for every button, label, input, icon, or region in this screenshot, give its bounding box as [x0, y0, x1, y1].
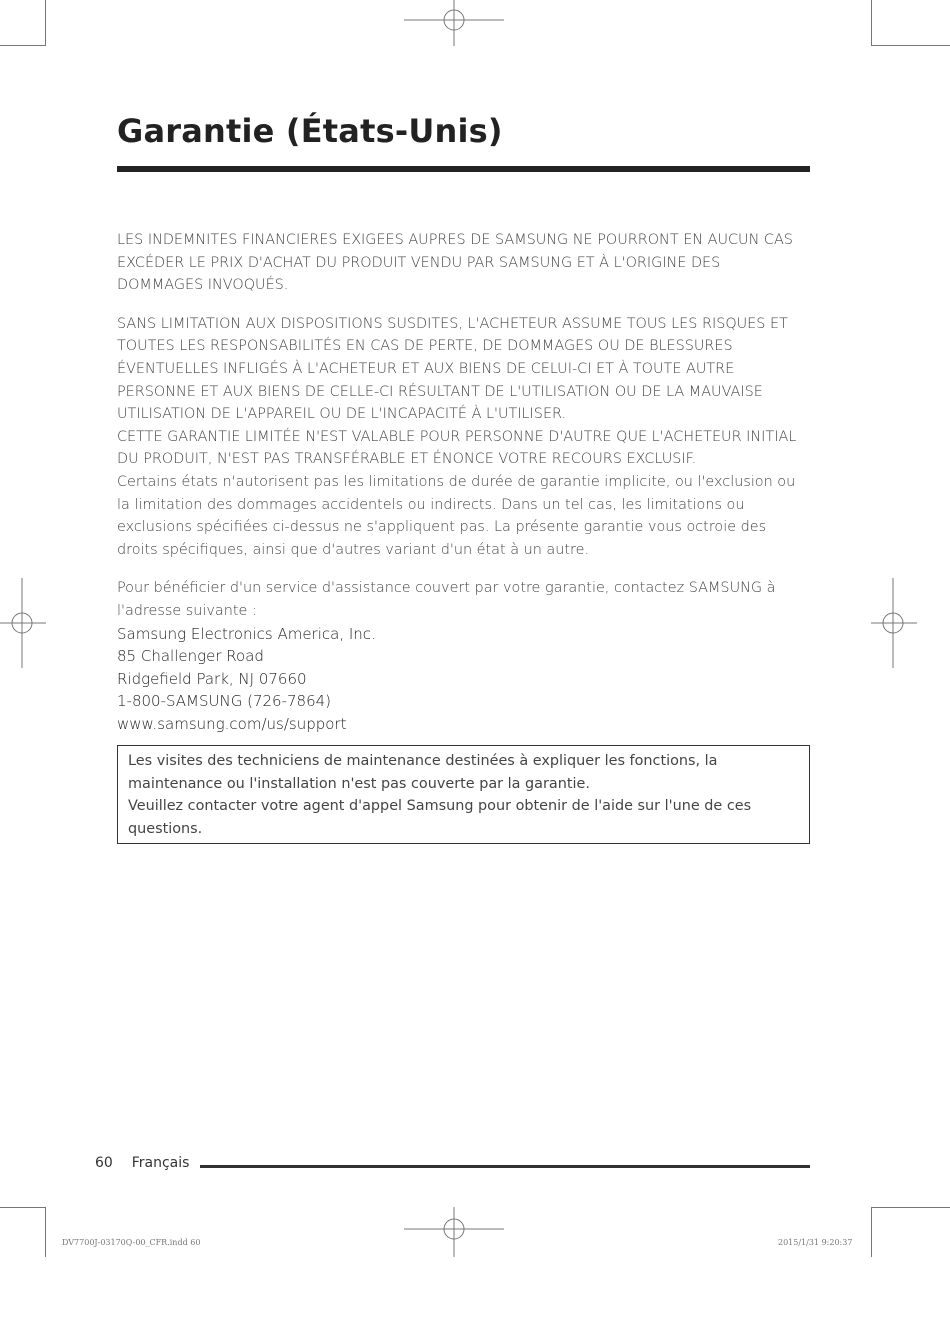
address-street: 85 Challenger Road — [117, 647, 264, 666]
title-rule — [117, 166, 810, 172]
warranty-content — [117, 229, 810, 735]
crop-mark-top-left-horizontal — [0, 45, 46, 46]
address-city: Ridgefield Park, NJ 07660 — [117, 669, 307, 688]
note-box — [117, 745, 810, 844]
footer-rule — [200, 1165, 810, 1168]
footer-language: Français — [131, 1155, 190, 1171]
paragraph-warranty-scope: CETTE GARANTIE LIMITÉE N'EST VALABLE POUR PERSONNE D'AUTRE QUE L'ACHETEUR INITIAL DU PRODUIT, N'EST PAS TRANSFÉRABLE ET ÉNONCE VOTRE RECOURS EXCLUSIF. — [117, 428, 797, 468]
note-line-maintenance: Les visites des techniciens de maintenance destinées à expliquer les fonctions, la maintenance ou l'installation n'est pas couverte par la garantie. — [128, 753, 718, 792]
slug-filename: DV7700J-03170Q-00_CFR.indd 60 — [62, 1238, 201, 1247]
paragraph-risk-assumption: SANS LIMITATION AUX DISPOSITIONS SUSDITES, L'ACHETEUR ASSUME TOUS LES RISQUES ET TOUTES LES RESPONSABILITÉS EN CAS DE PERTE, DE DOMMAGES OU DE BLESSURES ÉVENTUELLES INFLIGÉS À L'ACHETEUR ET AUX BIENS DE CELUI-CI ET À TOUTE AUTRE PERSONNE ET AUX BIENS DE CELLE-CI RÉSULTANT DE L'UTILISATION OU DE LA MAUVAISE UTILISATION DE L'APPAREIL OU DE L'INCAPACITÉ À L'UTILISER. — [117, 315, 788, 423]
registration-mark-right — [871, 578, 917, 668]
crop-mark-bottom-right-vertical — [871, 1207, 872, 1257]
note-line-contact: Veuillez contacter votre agent d'appel Samsung pour obtenir de l'aide sur l'une de ces questions. — [128, 798, 752, 837]
address-company: Samsung Electronics America, Inc. — [117, 624, 376, 643]
page-footer — [95, 1155, 189, 1171]
registration-mark-bottom — [404, 1207, 504, 1257]
address-website: www.samsung.com/us/support — [117, 714, 347, 733]
samsung-address — [117, 623, 810, 736]
paragraph-damages-limit: LES INDEMNITES FINANCIERES EXIGEES AUPRES DE SAMSUNG NE POURRONT EN AUCUN CAS EXCÉDER LE PRIX D'ACHAT DU PRODUIT VENDU PAR SAMSUNG ET À L'ORIGINE DES DOMMAGES INVOQUÉS. — [117, 232, 793, 294]
page-number: 60 — [95, 1155, 113, 1171]
slug-datetime: 2015/1/31 9:20:37 — [778, 1238, 853, 1247]
crop-mark-top-right-horizontal — [871, 45, 950, 46]
registration-mark-top — [404, 0, 504, 46]
crop-mark-bottom-left-vertical — [45, 1207, 46, 1257]
paragraph-contact-intro: Pour bénéficier d'un service d'assistance couvert par votre garantie, contactez SAMSUNG à l'adresse suivante : — [117, 580, 776, 619]
paragraph-state-rights: Certains états n'autorisent pas les limitations de durée de garantie implicite, ou l'exclusion ou la limitation des dommages accidentels ou indirects. Dans un tel cas, les limitations ou exclusions spécifiées ci-dessus ne s'appliquent pas. La présente garantie vous octroie des droits spécifiques, ainsi que d'autres variant d'un état à un autre. — [117, 473, 796, 558]
address-phone: 1-800-SAMSUNG (726-7864) — [117, 692, 332, 711]
crop-mark-top-right-vertical — [871, 0, 872, 46]
crop-mark-bottom-right-horizontal — [871, 1207, 950, 1208]
crop-mark-bottom-left-horizontal — [0, 1207, 46, 1208]
crop-mark-top-left-vertical — [45, 0, 46, 46]
registration-mark-left — [0, 578, 46, 668]
page-title: Garantie (États-Unis) — [117, 112, 503, 150]
